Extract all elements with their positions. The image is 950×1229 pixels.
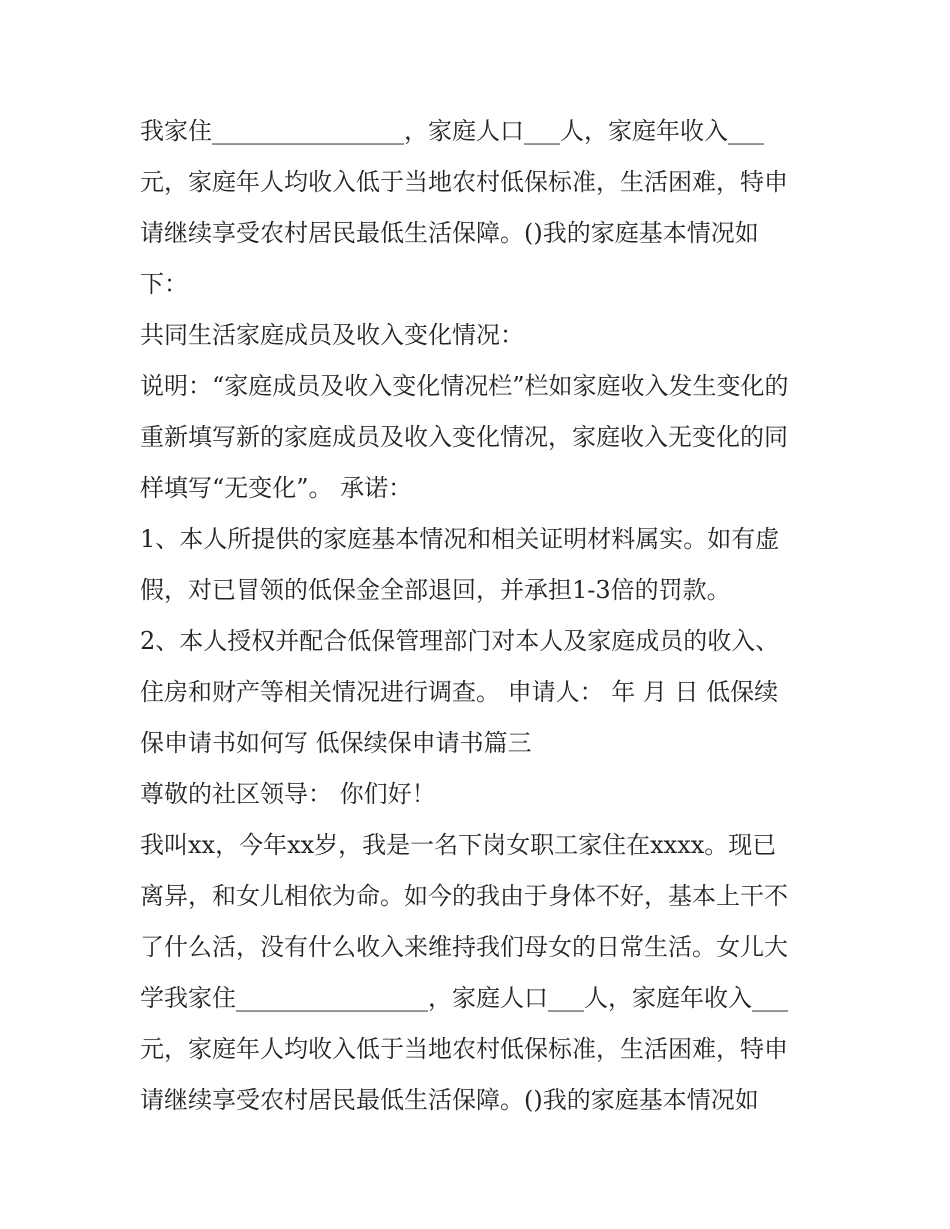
text-line: 共同生活家庭成员及收入变化情况： <box>140 321 524 349</box>
text-line: 2、本人授权并配合低保管理部门对本人及家庭成员的收入、 <box>140 627 780 655</box>
text-line: 元，家庭年人均收入低于当地农村低保标准，生活困难，特申 <box>140 1035 788 1063</box>
text-line: 样填写“无变化”。 承诺： <box>140 474 413 502</box>
body-text <box>140 106 830 1126</box>
text-line: 下： <box>140 270 188 298</box>
text-line: 了什么活，没有什么收入来维持我们母女的日常生活。女儿大 <box>140 933 788 961</box>
text-line: 我叫xx，今年xx岁，我是一名下岗女职工家住在xxxx。现已 <box>140 831 777 859</box>
text-line: 重新填写新的家庭成员及收入变化情况，家庭收入无变化的同 <box>140 423 788 451</box>
text-line: 我家住________________，家庭人口___人，家庭年收入___ <box>140 117 764 145</box>
text-line: 离异，和女儿相依为命。如今的我由于身体不好，基本上干不 <box>140 882 788 910</box>
text-line: 1、本人所提供的家庭基本情况和相关证明材料属实。如有虚 <box>140 525 780 553</box>
text-line: 保申请书如何写 低保续保申请书篇三 <box>140 729 532 757</box>
text-line: 说明：“家庭成员及收入变化情况栏”栏如家庭收入发生变化的 <box>140 372 789 400</box>
text-line: 住房和财产等相关情况进行调查。 申请人： 年 月 日 低保续 <box>140 678 779 706</box>
text-line: 尊敬的社区领导： 你们好！ <box>140 780 436 808</box>
text-line: 学我家住________________，家庭人口___人，家庭年收入___ <box>140 984 788 1012</box>
text-line: 请继续享受农村居民最低生活保障。()我的家庭基本情况如 <box>140 1086 759 1114</box>
text-line: 请继续享受农村居民最低生活保障。()我的家庭基本情况如 <box>140 219 759 247</box>
text-line: 元，家庭年人均收入低于当地农村低保标准，生活困难，特申 <box>140 168 788 196</box>
text-line: 假，对已冒领的低保金全部退回，并承担1-3倍的罚款。 <box>140 576 731 604</box>
